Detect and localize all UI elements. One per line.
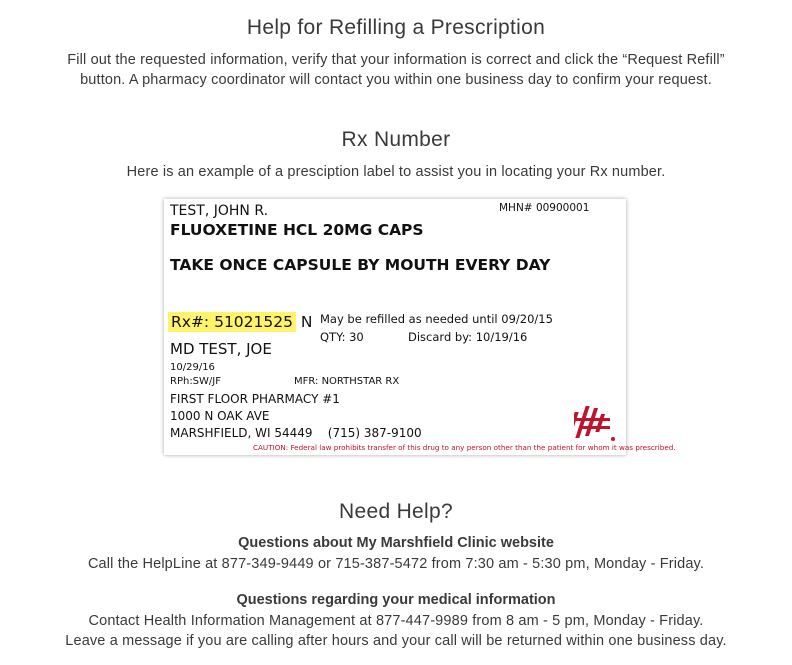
label-rx-number-row [168, 313, 313, 331]
label-date: 10/29/16 [170, 362, 215, 373]
website-help-text: Call the HelpLine at 877-349-9449 or 715-387-5472 from 7:30 am - 5:30 pm, Monday - Friday. [87, 556, 705, 572]
label-patient-name: TEST, JOHN R. [170, 203, 269, 219]
rx-number-description: Here is an example of a presciption label to assist you in locating your Rx number. [126, 164, 666, 180]
label-refill-note: May be refilled as needed until 09/20/15 [320, 312, 553, 326]
label-qty: QTY: 30 [320, 330, 364, 344]
label-rx-suffix: N [300, 313, 313, 331]
label-city-phone: MARSHFIELD, WI 54449 (715) 387-9100 [170, 426, 422, 440]
medical-help-text-1: Contact Health Information Management at 877-447-9989 from 8 am - 5 pm, Monday - Friday. [88, 613, 704, 629]
intro-line-1: Fill out the requested information, verify that your information is correct and click the “Request Refill” [67, 52, 725, 68]
label-rph: RPh:SW/JF [170, 376, 221, 387]
prescription-label-example [164, 199, 676, 455]
medical-help-heading: Questions regarding your medical information [236, 592, 556, 608]
intro-line-2: button. A pharmacy coordinator will contact you within one business day to confirm your request. [80, 72, 712, 88]
rx-number-heading: Rx Number [341, 128, 451, 151]
medical-help-text-2: Leave a message if you are calling after hours and your call will be returned within one business day. [65, 633, 727, 649]
label-pharmacy: FIRST FLOOR PHARMACY #1 [170, 392, 340, 406]
marshfield-logo-icon [574, 402, 616, 442]
label-mhn: MHN# 00900001 [499, 202, 590, 214]
label-instructions: TAKE ONCE CAPSULE BY MOUTH EVERY DAY [170, 256, 551, 274]
label-rx-number: Rx#: 51021525 [168, 312, 296, 332]
page-title: Help for Refilling a Prescription [246, 16, 546, 39]
website-help-heading: Questions about My Marshfield Clinic website [238, 535, 554, 551]
label-discard: Discard by: 10/19/16 [408, 330, 528, 344]
label-drug: FLUOXETINE HCL 20MG CAPS [170, 221, 424, 239]
label-mfr: MFR: NORTHSTAR RX [294, 376, 400, 387]
label-address: 1000 N OAK AVE [170, 409, 270, 423]
label-caution: CAUTION: Federal law prohibits transfer of this drug to any person other than the patient for whom it was prescribed. [253, 443, 676, 452]
label-prescriber: MD TEST, JOE [170, 340, 272, 358]
need-help-heading: Need Help? [339, 500, 453, 523]
